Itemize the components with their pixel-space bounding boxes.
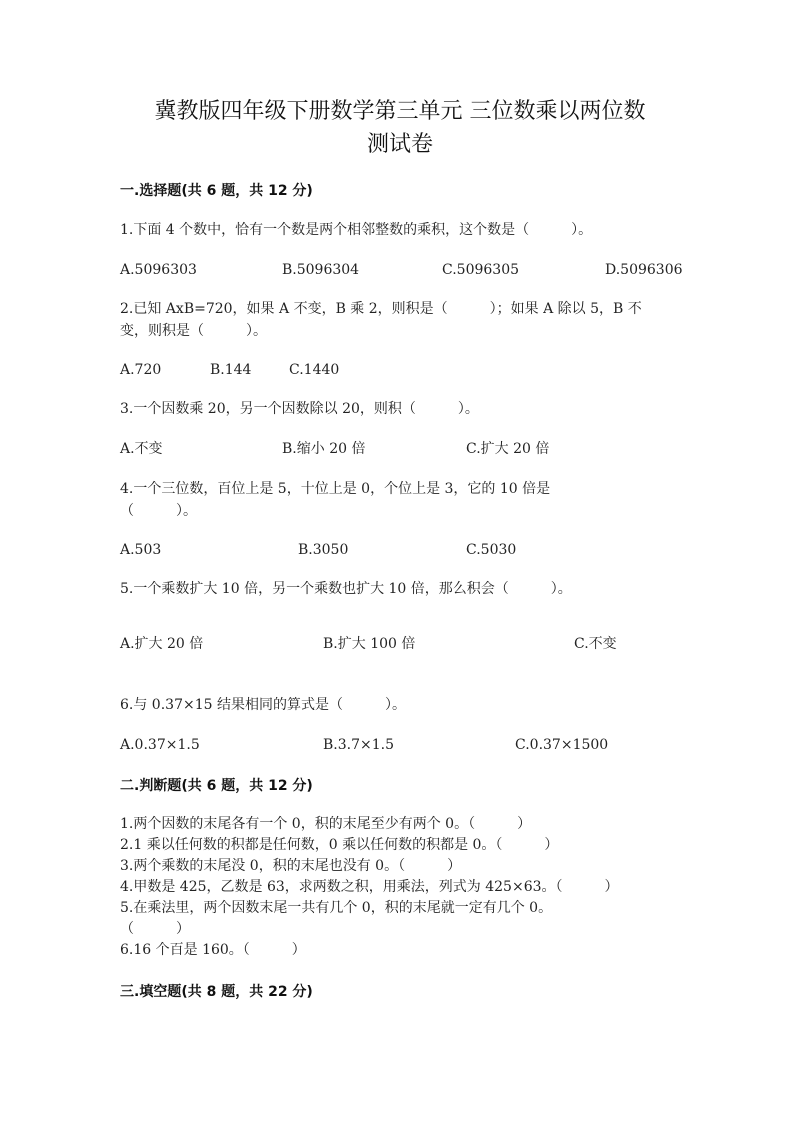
judge-item-1: 1.两个因数的末尾各有一个 0，积的末尾至少有两个 0。（ ）: [120, 816, 532, 832]
question-2-option-c: C.1440: [289, 362, 340, 378]
judge-item-5-bracket: （ ）: [120, 921, 190, 937]
section-heading-choice: 一.选择题(共 6 题，共 12 分): [120, 183, 313, 199]
question-2-line2: 变，则积是（ ）。: [120, 323, 267, 339]
question-5-option-a: A.扩大 20 倍: [120, 636, 204, 652]
page-title-line2: 测试卷: [366, 132, 433, 157]
question-3-option-c: C.扩大 20 倍: [466, 441, 550, 457]
judge-item-5: 5.在乘法里，两个因数末尾一共有几个 0，积的末尾就一定有几个 0。: [120, 900, 553, 916]
question-1-option-c: C.5096305: [442, 262, 520, 278]
section-heading-true-false: 二.判断题(共 6 题，共 12 分): [120, 778, 313, 794]
question-2-option-b: B.144: [210, 362, 252, 378]
judge-item-4: 4.甲数是 425，乙数是 63，求两数之积，用乘法，列式为 425×63。（ ）: [120, 879, 619, 895]
question-4-option-c: C.5030: [466, 542, 517, 558]
question-4-option-a: A.503: [120, 542, 162, 558]
question-5-option-b: B.扩大 100 倍: [323, 636, 416, 652]
question-1-option-d: D.5096306: [605, 262, 683, 278]
judge-item-6: 6.16 个百是 160。（ ）: [120, 942, 306, 958]
question-4-line1: 4.一个三位数，百位上是 5，十位上是 0，个位上是 3，它的 10 倍是: [120, 481, 551, 497]
question-1-option-b: B.5096304: [282, 262, 360, 278]
section-heading-fill-blank: 三.填空题(共 8 题，共 22 分): [120, 984, 313, 1000]
question-1: 1.下面 4 个数中，恰有一个数是两个相邻整数的乘积，这个数是（ ）。: [120, 222, 593, 238]
question-2-option-a: A.720: [120, 362, 162, 378]
question-6-option-b: B.3.7×1.5: [323, 737, 394, 753]
question-1-option-a: A.5096303: [120, 262, 197, 278]
question-4-line2: （ ）。: [120, 503, 197, 519]
question-6-option-c: C.0.37×1500: [515, 737, 609, 753]
page-title: 冀教版四年级下册数学第三单元 三位数乘以两位数: [154, 99, 646, 124]
question-5: 5.一个乘数扩大 10 倍，另一个乘数也扩大 10 倍，那么积会（ ）。: [120, 581, 572, 597]
question-4-option-b: B.3050: [298, 542, 349, 558]
question-2-line1: 2.已知 AxB=720，如果 A 不变，B 乘 2，则积是（ ）；如果 A 除以 5，B 不: [120, 301, 642, 317]
question-5-option-c: C.不变: [574, 636, 617, 652]
judge-item-2: 2.1 乘以任何数的积都是任何数，0 乘以任何数的积都是 0。（ ）: [120, 837, 559, 853]
question-6-option-a: A.0.37×1.5: [120, 737, 200, 753]
question-3: 3.一个因数乘 20，另一个因数除以 20，则积（ ）。: [120, 401, 479, 417]
question-3-option-a: A.不变: [120, 441, 163, 457]
question-3-option-b: B.缩小 20 倍: [282, 441, 366, 457]
question-6: 6.与 0.37×15 结果相同的算式是（ ）。: [120, 697, 406, 713]
judge-item-3: 3.两个乘数的末尾没 0，积的末尾也没有 0。（ ）: [120, 858, 462, 874]
